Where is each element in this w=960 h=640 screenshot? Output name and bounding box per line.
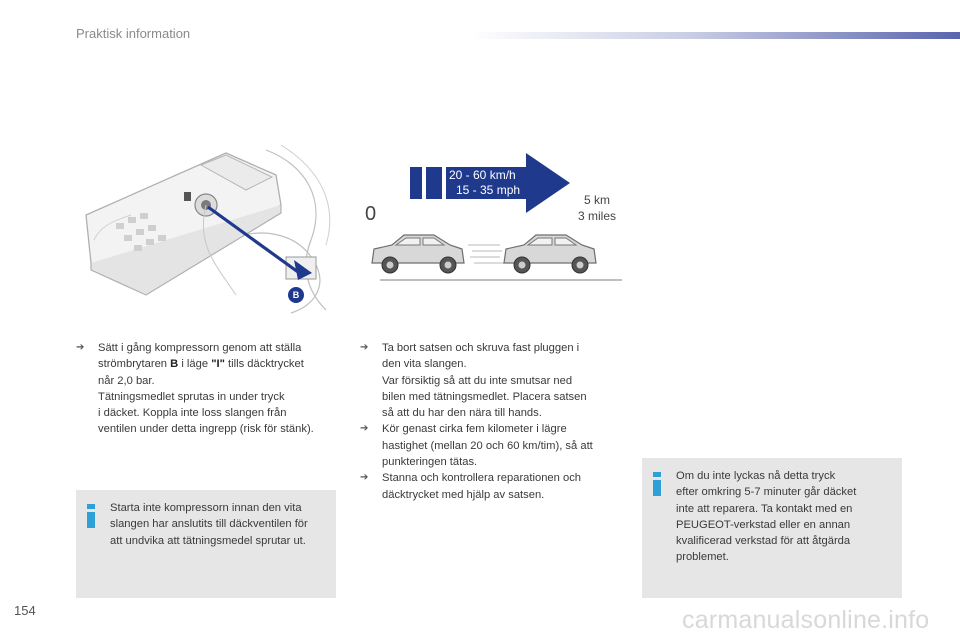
text-line: slangen har anslutits till däckventilen för bbox=[110, 518, 308, 531]
info-box-compressor-warning bbox=[76, 490, 336, 598]
text-line: kvalificerad verkstad för att åtgärda bbox=[676, 535, 851, 548]
text-line: ventilen under detta ingrepp (risk för stänk). bbox=[98, 423, 314, 436]
text-line: Om du inte lyckas nå detta tryck bbox=[676, 470, 836, 482]
text-line: däcktrycket med hjälp av satsen. bbox=[382, 488, 545, 501]
text-line: Ta bort satsen och skruva fast pluggen i bbox=[382, 342, 580, 354]
text-span: i läge bbox=[178, 358, 212, 371]
callout-b-label: B bbox=[292, 290, 300, 300]
text-line: att undvika att tätningsmedel sprutar ut. bbox=[110, 534, 306, 547]
text-line: bilen med tätningsmedlet. Placera satsen bbox=[382, 390, 587, 403]
car-2 bbox=[504, 235, 596, 273]
text-span: tills däcktrycket bbox=[224, 358, 304, 371]
driving-illustration bbox=[360, 145, 622, 295]
text-line: Kör genast cirka fem kilometer i lägre bbox=[382, 423, 567, 436]
text-line: Tätningsmedlet sprutas in under tryck bbox=[98, 390, 285, 403]
text-line: i däcket. Koppla inte loss slangen från bbox=[98, 407, 287, 420]
text-line: når 2,0 bar. bbox=[98, 374, 155, 387]
instruction-stop-check bbox=[360, 470, 622, 503]
text-line: Sätt i gång kompressorn genom att ställa bbox=[98, 342, 302, 354]
distance-miles-label: 3 miles bbox=[578, 209, 617, 223]
bullet-arrow-icon: ➔ bbox=[360, 423, 369, 435]
left-instructions bbox=[76, 340, 338, 438]
page-number: 154 bbox=[14, 603, 36, 618]
text-line: Var försiktig så att du inte smutsar ned bbox=[382, 374, 573, 387]
switch-label: B bbox=[170, 358, 179, 371]
text-line bbox=[98, 356, 338, 372]
text-line: efter omkring 5-7 minuter går däcket bbox=[676, 486, 857, 499]
text-line: så att du har den nära till hands. bbox=[382, 407, 542, 420]
middle-instructions bbox=[360, 340, 622, 503]
text-line: inte att reparera. Ta kontakt med en bbox=[676, 502, 853, 515]
start-distance-label: 0 bbox=[365, 203, 377, 225]
text-span: strömbrytaren bbox=[98, 358, 171, 371]
text-line: punkteringen tätas. bbox=[382, 456, 478, 469]
instruction-drive bbox=[360, 421, 622, 470]
text-line: Stanna och kontrollera reparationen och bbox=[382, 472, 582, 485]
text-line: den vita slangen. bbox=[382, 358, 467, 371]
distance-km-label: 5 km bbox=[584, 193, 611, 207]
speed-kmh-label: 20 - 60 km/h bbox=[449, 168, 516, 182]
motion-lines bbox=[468, 245, 504, 263]
info-icon bbox=[86, 504, 96, 528]
bullet-arrow-icon: ➔ bbox=[360, 472, 369, 484]
info-text bbox=[676, 468, 896, 566]
watermark: carmanualsonline.info bbox=[682, 606, 930, 634]
instruction-remove-kit bbox=[360, 340, 622, 421]
car-1 bbox=[372, 235, 464, 273]
text-line: problemet. bbox=[676, 551, 729, 564]
header-gradient-bar bbox=[470, 32, 960, 39]
text-line: Starta inte kompressorn innan den vita bbox=[110, 502, 302, 514]
section-title: Praktisk information bbox=[76, 26, 191, 41]
info-text bbox=[110, 500, 330, 549]
bullet-arrow-icon: ➔ bbox=[360, 342, 369, 353]
info-icon bbox=[652, 472, 662, 496]
instruction-start-compressor bbox=[76, 340, 338, 438]
compressor-illustration bbox=[76, 145, 338, 315]
text-line: PEUGEOT-verkstad eller en annan bbox=[676, 518, 851, 531]
info-box-pressure-failure bbox=[642, 458, 902, 598]
bullet-arrow-icon: ➔ bbox=[76, 342, 85, 353]
text-line: hastighet (mellan 20 och 60 km/tim), så att bbox=[382, 439, 593, 452]
position-label: "I" bbox=[211, 358, 225, 371]
speed-mph-label: 15 - 35 mph bbox=[456, 183, 521, 197]
callout-b bbox=[288, 287, 304, 303]
